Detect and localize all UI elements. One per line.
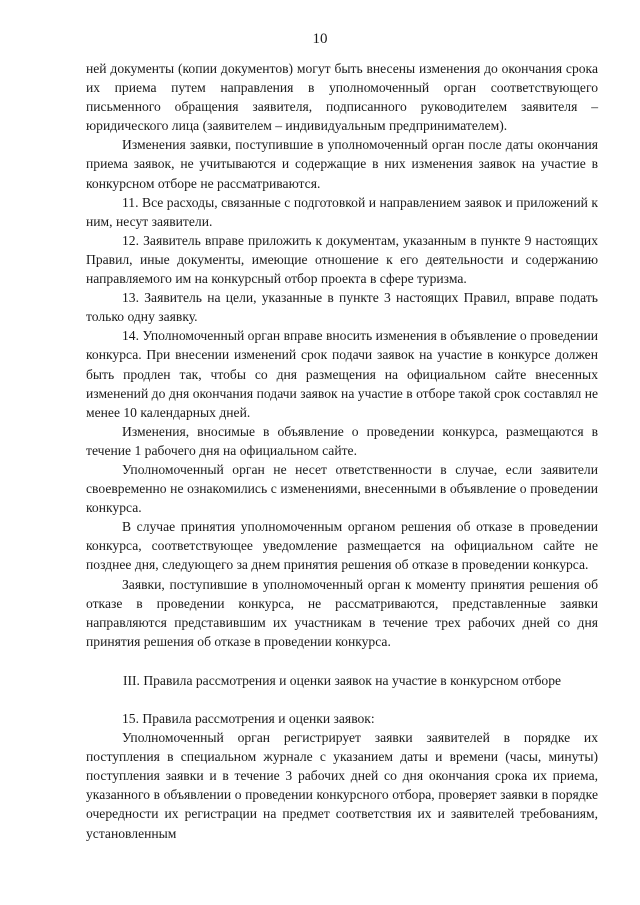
paragraph: Заявки, поступившие в уполномоченный орган к моменту принятия решения об отказе в проведении конкурса, не рассматриваются, представленные заявки направляются представившим их участникам в течение трех рабочих дней со дня принятия решения об отказе в проведении конкурса. — [86, 576, 598, 649]
paragraph-item-12: 12. Заявитель вправе приложить к документам, указанным в пункте 9 настоящих Правил, иные документы, имеющие отношение к его деятельности и содержанию направляемого им на конкурсный отбор проекта в сфере туризма. — [86, 232, 598, 287]
paragraph-item-14: 14. Уполномоченный орган вправе вносить изменения в объявление о проведении конкурса. При внесении изменений срок подачи заявок на участие в конкурсе должен быть продлен так, чтобы со дня размещения на официальном сайте внесенных изменений до дня окончания подачи заявок на участие в отборе такой срок составлял не менее 10 календарных дней. — [86, 328, 598, 420]
paragraph-item-11: 11. Все расходы, связанные с подготовкой и направлением заявок и приложений к ним, несут заявители. — [86, 194, 598, 229]
paragraph: Изменения заявки, поступившие в уполномоченный орган после даты окончания приема заявок, не учитываются и содержащие в них изменения заявок на участие в конкурсном отборе не рассматриваются. — [86, 137, 598, 191]
paragraph: Изменения, вносимые в объявление о проведении конкурса, размещаются в течение 1 рабочего дня на официальном сайте. — [86, 423, 598, 458]
section-heading: III. Правила рассмотрения и оценки заявок на участие в конкурсном отборе — [122, 672, 562, 688]
paragraph: Уполномоченный орган регистрирует заявки заявителей в порядке их поступления в специальном журнале с указанием даты и времени (часы, минуты) поступления заявки и в течение 3 рабочих дней со дня окончания срока их приема, указанного в объявлении о проведении конкурсного отбора, проверяет заявки в порядке очередности их регистрации на предмет соответствия их и заявителей требованиям, установленным — [86, 730, 598, 841]
page-number: 10 — [312, 31, 328, 47]
paragraph-continuation: ней документы (копии документов) могут быть внесены изменения до окончания срока их приема путем направления в уполномоченный орган соответствующего письменного обращения заявителя, подписанного руководителем заявителя – юридического лица (заявителем – индивидуальным предпринимателем). — [86, 61, 598, 134]
paragraph: В случае принятия уполномоченным органом решения об отказе в проведении конкурса, соответствующее уведомление размещается на официальном сайте не позднее дня, следующего за днем принятия решения об отказе в проведении конкурса. — [86, 519, 598, 573]
document-body — [86, 59, 598, 843]
paragraph-item-13: 13. Заявитель на цели, указанные в пункте 3 настоящих Правил, вправе подать только одну заявку. — [86, 290, 598, 325]
paragraph: Уполномоченный орган не несет ответственности в случае, если заявители своевременно не ознакомились с изменениями, внесенными в объявление о проведении конкурса. — [86, 461, 598, 516]
paragraph-item-15: 15. Правила рассмотрения и оценки заявок: — [122, 711, 375, 726]
